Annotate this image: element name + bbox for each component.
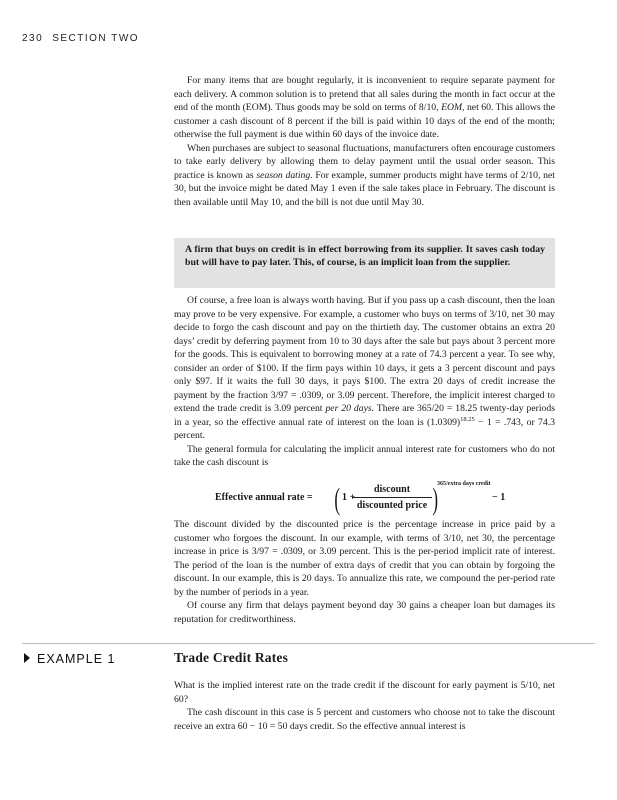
exponent-superscript: 18.25: [460, 415, 475, 423]
paragraph-season-dating: [174, 142, 555, 210]
paragraph-free-loan-emphasis: per 20 days.: [325, 403, 375, 414]
triangle-marker-icon: [24, 653, 30, 663]
example-body: [174, 679, 555, 733]
paragraph-free-loan-text-b: There are 365/20 = 18.25 twenty-day periods in a year, so the effective annual rate of interest on the loan is (1.0309): [174, 403, 556, 428]
paragraph-reputation: Of course any firm that delays payment beyond day 30 gains a cheaper loan but damages its reputation for creditworthiness.: [174, 600, 555, 625]
paragraph-free-loan-text-c: − 1 = .743, or 74.3 percent.: [174, 416, 555, 441]
paragraph-free-loan-text-a: Of course, a free loan is always worth having. But if you pass up a cash discount, then the loan may prove to be very expensive. For example, a customer who buys on terms of 3/10, net 30 may decide to forgo the cash discount and pay on the thirtieth day. The customer obtains an extra 20 days’ credit by deferring payment from 10 to 30 days after the sale but pays about 3 percent more for the goods. This is equivalent to borrowing money at a rate of 74.3 percent a year. To see why, consider an order of $100. If the firm pays within 10 days, it gets a 3 percent discount and pays only $97. If it waits the full 30 days, it pays $100. The extra 20 days of credit increase the payment by the fraction 3/97 = .0309, or 3.09 percent. Therefore, the implicit interest charged to extend the trade credit is 3.09 percent: [174, 295, 555, 414]
formula-one-plus: 1 +: [342, 492, 356, 503]
formula-explanation: [174, 518, 555, 626]
paragraph-eom-text-a: For many items that are bought regularly, it is inconvenient to require separate payment for each delivery. A common solution is to pretend that all sales during the month in fact occur at the end of the month (EOM). Thus goods may be sold on terms of 8/10,: [174, 75, 555, 113]
paragraph-discount-divided: The discount divided by the discounted price is the percentage increase in price paid by a customer who forgoes the discount. In our example, with terms of 3/10, net 30, the percentage increase in price is 3/97 = .0309, or 3.09 percent. This is the per-period implicit rate of interest. The period of the loan is the number of extra days of credit that you can obtain by forgoing the discount. In our example, this is 20 days. To annualize this rate, we compound the per-period rate by the number of periods in a year.: [174, 519, 555, 598]
fraction-numerator: discount: [352, 484, 432, 498]
example-label-text: EXAMPLE 1: [37, 652, 116, 666]
section-divider: [22, 643, 595, 644]
formula-lhs: Effective annual rate =: [215, 492, 313, 503]
page-header: [22, 33, 139, 44]
close-paren: ): [432, 481, 439, 516]
paragraph-season-text-a: When purchases are subject to seasonal fluctuations, manufacturers often encourage customers to take early delivery by allowing them to delay payment until the usual order season. This practice is known as: [174, 142, 555, 181]
example-answer: The cash discount in this case is 5 percent and customers who choose not to take the discount receive an extra 60 − 10 = 50 days credit. So the effective annual interest is: [174, 707, 555, 732]
discount-explanation: [174, 294, 555, 470]
paragraph-general-formula: The general formula for calculating the implicit annual interest rate for customers who do not take the cash discount is: [174, 443, 555, 468]
paragraph-free-loan: [174, 294, 555, 443]
effective-rate-formula: [215, 481, 545, 518]
example-title: Trade Credit Rates: [174, 650, 289, 665]
section-title: SECTION TWO: [52, 33, 140, 44]
paragraph-season-text-b: For example, summer products might have terms of 2/10, net 30, but the invoice might be dated May 1 even if the sale takes place in February. The discount is then available until May 10, and the bill is not due until May 30.: [174, 169, 555, 208]
fraction-denominator: discounted price: [356, 500, 428, 511]
intro-paragraphs: [174, 74, 555, 209]
paragraph-eom-text-b: net 60. This allows the customer a cash discount of 8 percent if the bill is paid within 10 days of the end of the month; otherwise the full payment is due within 60 days of the invoice date.: [174, 102, 556, 140]
paragraph-eom-emphasis: EOM,: [441, 102, 465, 113]
formula-minus-one: − 1: [492, 492, 506, 503]
formula-exponent: 365/extra days credit: [437, 481, 491, 487]
example-label: [24, 652, 115, 666]
page-number: 230: [22, 33, 44, 44]
key-point-callout: A firm that buys on credit is in effect borrowing from its supplier. It saves cash today but will have to pay later. This, of course, is an implicit loan from the supplier.: [174, 238, 555, 288]
open-paren: (: [334, 481, 341, 516]
paragraph-eom: [174, 74, 555, 142]
formula-fraction: [352, 484, 432, 511]
example-question: What is the implied interest rate on the trade credit if the discount for early payment is 5/10, net 60?: [174, 680, 555, 705]
paragraph-season-emphasis: season dating.: [256, 169, 313, 181]
